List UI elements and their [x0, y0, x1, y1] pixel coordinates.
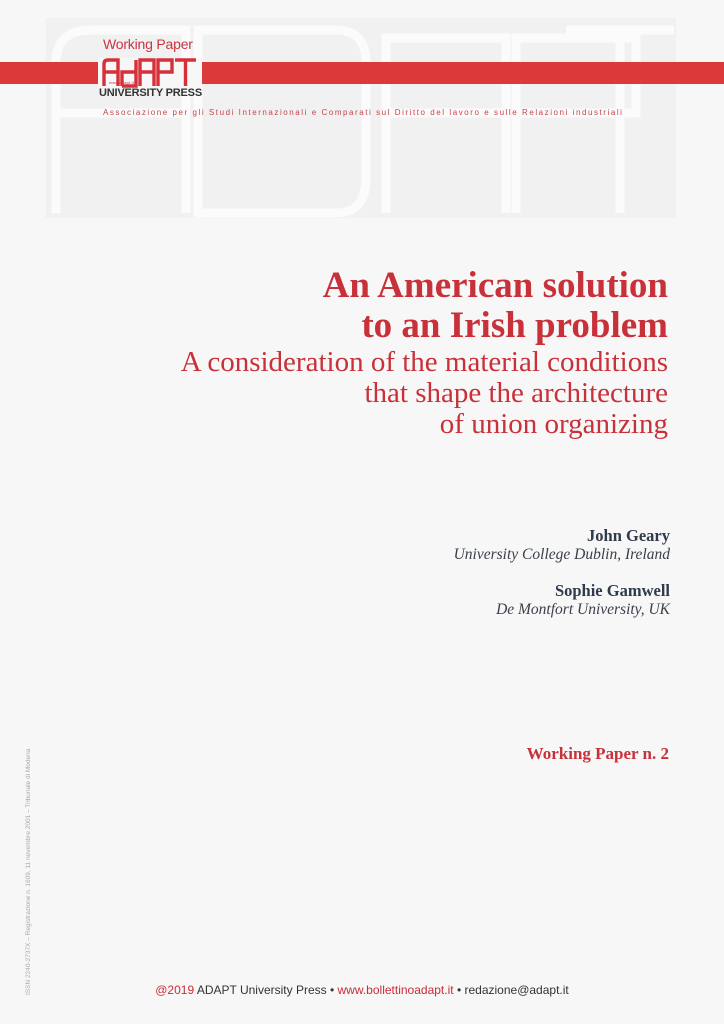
author-entry [454, 526, 670, 564]
association-tagline: Associazione per gli Studi Internazionali e Comparati sul Diritto del lavoro e sulle Relazioni industriali [103, 108, 624, 117]
main-title [181, 266, 668, 346]
logo-url: www.adapt.it [109, 80, 135, 85]
subtitle-line: A consideration of the material conditions [180, 346, 668, 378]
series-label: Working Paper [103, 36, 193, 52]
footer-separator: • [329, 983, 335, 997]
footer-email-link[interactable]: redazione@adapt.it [464, 983, 569, 997]
title-block [181, 266, 668, 440]
footer [0, 983, 724, 997]
footer-website-link[interactable]: www.bollettinoadapt.it [337, 983, 454, 997]
footer-publisher: ADAPT University Press [196, 983, 327, 997]
working-paper-number: Working Paper n. 2 [526, 744, 669, 763]
author-affiliation: De Montfort University, UK [496, 601, 670, 618]
main-title-line: An American solution [322, 265, 668, 306]
subtitle [181, 347, 668, 440]
adapt-logo[interactable] [98, 58, 202, 88]
author-name: John Geary [587, 526, 670, 545]
author-entry [454, 581, 670, 619]
author-name: Sophie Gamwell [554, 581, 670, 600]
author-affiliation: University College Dublin, Ireland [453, 546, 670, 563]
issn-registration-note: ISSN 2240-2737X – Registrazione n. 1609, 11 novembre 2001 – Tribunale di Modena [25, 748, 32, 995]
subtitle-line: of union organizing [439, 408, 668, 440]
footer-year: @2019 [155, 983, 195, 997]
logo-subtitle: UNIVERSITY PRESS [99, 87, 202, 99]
footer-separator: • [456, 983, 462, 997]
authors-block [454, 526, 670, 619]
subtitle-line: that shape the architecture [364, 377, 668, 409]
main-title-line: to an Irish problem [361, 305, 668, 346]
